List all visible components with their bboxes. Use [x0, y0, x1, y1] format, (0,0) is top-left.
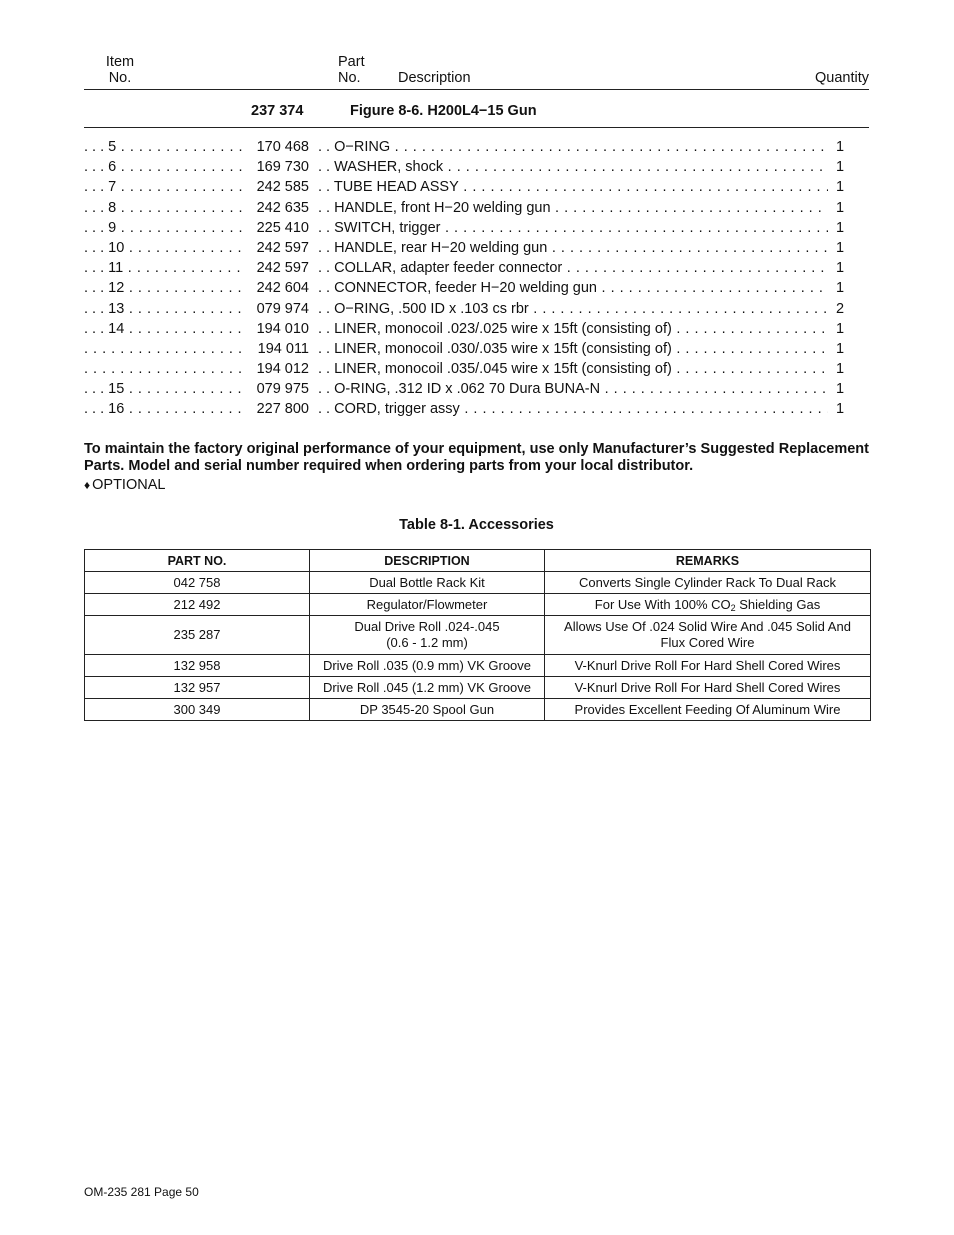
part-no: 242 635 [246, 198, 309, 218]
accessory-part-no: 300 349 [85, 699, 310, 721]
item-no: . . . 15 . . . [84, 379, 246, 399]
part-description: . . CONNECTOR, feeder H−20 welding gun . . . [318, 278, 828, 298]
item-header-line2: No. [108, 70, 132, 86]
part-description: . . LINER, monocoil .035/.045 wire x 15ft (consisting of) . . . [318, 359, 828, 379]
item-no: . . . 16 . . . [84, 399, 246, 419]
quantity: 2 [830, 299, 850, 319]
item-header-line1: Item [105, 54, 135, 70]
accessory-part-no: 132 957 [85, 677, 310, 699]
accessory-remarks: V-Knurl Drive Roll For Hard Shell Cored Wires [545, 677, 871, 699]
part-no-header [338, 54, 388, 86]
part-description: . . WASHER, shock . . . [318, 157, 828, 177]
parts-row [84, 278, 869, 298]
page-footer: OM-235 281 Page 50 [84, 1185, 199, 1199]
item-no [84, 339, 246, 359]
subscript: 2 [730, 602, 736, 613]
part-description: . . O−RING . . . [318, 137, 828, 157]
part-description: . . LINER, monocoil .030/.035 wire x 15ft (consisting of) . . . [318, 339, 828, 359]
accessory-remarks: Converts Single Cylinder Rack To Dual Rack [545, 572, 871, 594]
header-divider [84, 89, 869, 90]
figure-row [84, 103, 869, 121]
accessory-description: Dual Bottle Rack Kit [310, 572, 545, 594]
parts-list [84, 137, 869, 420]
part-description: . . CORD, trigger assy . . . [318, 399, 828, 419]
accessory-remarks: Allows Use Of .024 Solid Wire And .045 Solid And Flux Cored Wire [545, 616, 871, 655]
part-no: 225 410 [246, 218, 309, 238]
parts-row [84, 339, 869, 359]
quantity: 1 [830, 379, 850, 399]
part-no: 242 597 [246, 238, 309, 258]
item-no: . . . 11 . . . [84, 258, 246, 278]
parts-row [84, 258, 869, 278]
quantity: 1 [830, 198, 850, 218]
quantity: 1 [830, 137, 850, 157]
part-description: . . HANDLE, front H−20 welding gun . . . [318, 198, 828, 218]
optional-legend [84, 476, 165, 494]
accessory-part-no: 212 492 [85, 594, 310, 616]
parts-row [84, 359, 869, 379]
description-header: Description [398, 70, 471, 86]
accessory-description: Drive Roll .045 (1.2 mm) VK Groove [310, 677, 545, 699]
parts-row [84, 379, 869, 399]
parts-row [84, 238, 869, 258]
part-description: . . COLLAR, adapter feeder connector . . . [318, 258, 828, 278]
table-row [85, 655, 871, 677]
table-row [85, 616, 871, 655]
accessory-description: Drive Roll .035 (0.9 mm) VK Groove [310, 655, 545, 677]
table-row [85, 699, 871, 721]
quantity: 1 [830, 319, 850, 339]
item-no: . . . 12 . . . [84, 278, 246, 298]
accessory-description [310, 616, 545, 655]
part-no: 242 585 [246, 177, 309, 197]
quantity: 1 [830, 359, 850, 379]
part-description: . . SWITCH, trigger . . . [318, 218, 828, 238]
parts-row [84, 157, 869, 177]
accessory-remarks [545, 594, 871, 616]
table-row [85, 572, 871, 594]
remarks-column-header: REMARKS [545, 550, 871, 572]
item-no: . . . 5 . . . [84, 137, 246, 157]
remarks-text: For Use With 100% CO [594, 596, 731, 612]
part-description: . . TUBE HEAD ASSY . . . [318, 177, 828, 197]
table-row [85, 594, 871, 616]
part-no: 079 974 [246, 299, 309, 319]
description-line: Dual Drive Roll .024-.045 [354, 619, 500, 634]
item-no: . . . 9 . . . [84, 218, 246, 238]
part-no: 242 604 [246, 278, 309, 298]
quantity: 1 [830, 177, 850, 197]
part-no: 194 012 [246, 359, 309, 379]
quantity: 1 [830, 218, 850, 238]
remarks-text: Shielding Gas [735, 596, 821, 612]
item-no: . . . 13 . . . [84, 299, 246, 319]
parts-row [84, 137, 869, 157]
accessory-part-no: 132 958 [85, 655, 310, 677]
accessories-table-title: Table 8-1. Accessories [399, 517, 554, 533]
parts-row [84, 218, 869, 238]
part-header-line2: No. [338, 70, 361, 86]
parts-row [84, 299, 869, 319]
accessory-description: Regulator/Flowmeter [310, 594, 545, 616]
quantity: 1 [830, 258, 850, 278]
part-no: 194 011 [246, 339, 309, 359]
accessory-remarks: Provides Excellent Feeding Of Aluminum Wire [545, 699, 871, 721]
part-description: . . HANDLE, rear H−20 welding gun . . . [318, 238, 828, 258]
part-no: 227 800 [246, 399, 309, 419]
item-no: . . . 8 . . . [84, 198, 246, 218]
item-no [84, 359, 246, 379]
accessory-part-no: 042 758 [85, 572, 310, 594]
accessories-table [84, 549, 871, 721]
accessory-description: DP 3545-20 Spool Gun [310, 699, 545, 721]
item-no: . . . 6 . . . [84, 157, 246, 177]
part-description: . . LINER, monocoil .023/.025 wire x 15ft (consisting of) . . . [318, 319, 828, 339]
quantity: 1 [830, 278, 850, 298]
part-no: 169 730 [246, 157, 309, 177]
part-no: 079 975 [246, 379, 309, 399]
parts-row [84, 319, 869, 339]
description-line: (0.6 - 1.2 mm) [386, 635, 468, 650]
accessory-part-no: 235 287 [85, 616, 310, 655]
table-header-row [85, 550, 871, 572]
optional-label: OPTIONAL [92, 477, 166, 493]
parts-list-header [84, 54, 869, 90]
part-no: 194 010 [246, 319, 309, 339]
figure-part-no: 237 374 [251, 103, 304, 119]
item-no: . . . 14 . . . [84, 319, 246, 339]
item-no-header [84, 54, 156, 86]
parts-row [84, 198, 869, 218]
quantity: 1 [830, 157, 850, 177]
parts-row [84, 399, 869, 419]
quantity: 1 [830, 238, 850, 258]
item-no: . . . 10 . . . [84, 238, 246, 258]
figure-divider [84, 127, 869, 128]
replacement-parts-note: To maintain the factory original performance of your equipment, use only Manufacturer’s Suggested Replacement Parts. Model and serial number required when ordering parts from your local distributor. [84, 441, 869, 474]
figure-title: Figure 8-6. H200L4−15 Gun [350, 103, 537, 119]
accessory-remarks: V-Knurl Drive Roll For Hard Shell Cored Wires [545, 655, 871, 677]
part-description: . . O−RING, .500 ID x .103 cs rbr . . . [318, 299, 828, 319]
quantity-header: Quantity [815, 70, 869, 86]
part-no: 170 468 [246, 137, 309, 157]
part-no-column-header: PART NO. [85, 550, 310, 572]
parts-row [84, 177, 869, 197]
quantity: 1 [830, 399, 850, 419]
quantity: 1 [830, 339, 850, 359]
part-header-line1: Part [338, 54, 365, 70]
item-no: . . . 7 . . . [84, 177, 246, 197]
part-description: . . O-RING, .312 ID x .062 70 Dura BUNA-N . . . [318, 379, 828, 399]
description-column-header: DESCRIPTION [310, 550, 545, 572]
table-row [85, 677, 871, 699]
part-no: 242 597 [246, 258, 309, 278]
diamond-icon: ♦ [84, 478, 91, 492]
